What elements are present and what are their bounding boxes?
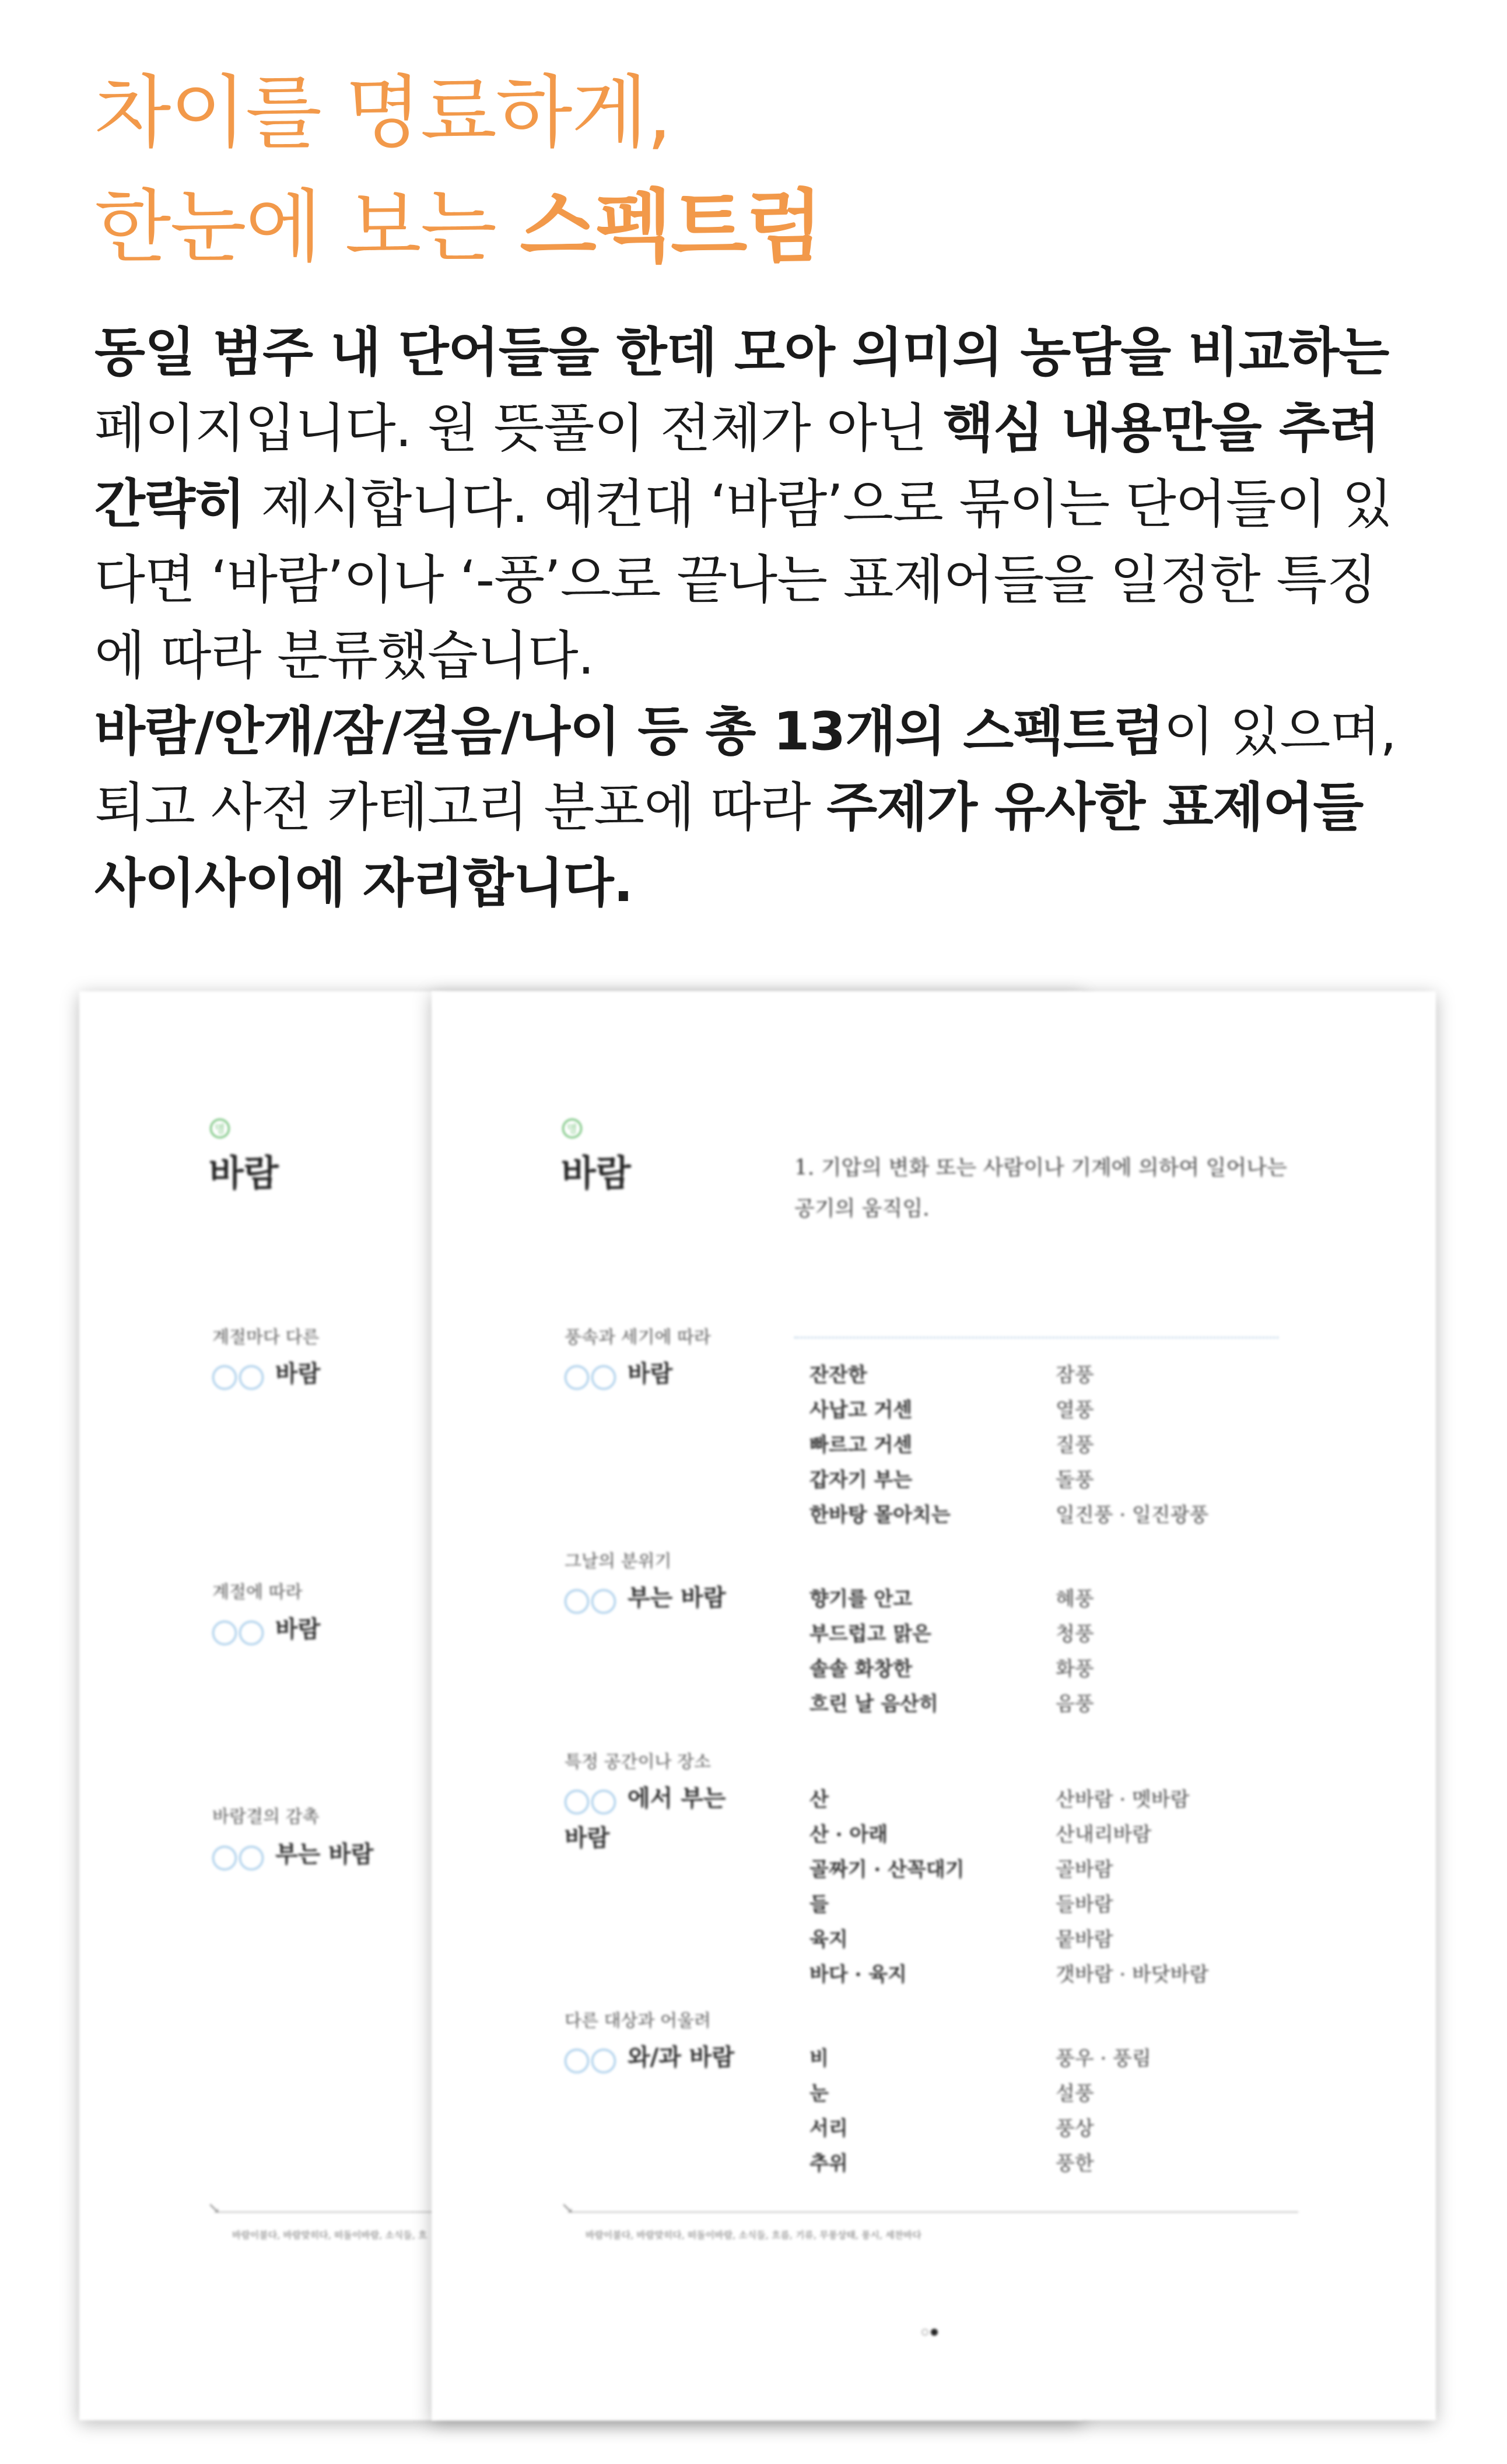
section-divider: [794, 1337, 1278, 1338]
front-page-preview: [432, 991, 1436, 2420]
section-label: 특정 공간이나 장소: [565, 1752, 711, 1772]
row-word: 뭍바람: [1056, 1928, 1113, 1951]
row-word: 질풍: [1056, 1433, 1094, 1457]
row-descriptor: 빠르고 거센: [809, 1433, 913, 1457]
row-descriptor: 잔잔한: [809, 1364, 867, 1387]
section-label: 다른 대상과 어울려: [565, 2011, 711, 2031]
section-pattern: 에서 부는: [565, 1780, 726, 1814]
noun-tag-icon: 명: [210, 1119, 230, 1138]
row-descriptor: 흐린 날 음산히: [809, 1692, 938, 1716]
section-pattern: 바람: [565, 1355, 672, 1390]
page-dot-active: [931, 2329, 938, 2336]
row-word: 골바람: [1056, 1858, 1113, 1881]
row-descriptor: 솔솔 화창한: [809, 1657, 913, 1681]
row-descriptor: 산: [809, 1788, 829, 1811]
section-pattern: 부는 바람: [565, 1579, 726, 1614]
blank-circles-icon: [565, 2045, 618, 2073]
definition: 1. 기압의 변화 또는 사람이나 기계에 의하여 일어나는 공기의 움직임.: [794, 1156, 1287, 1221]
page-indicator: [920, 2327, 939, 2338]
entry-title: 바람: [209, 1152, 279, 1194]
noun-tag-icon: 명: [562, 1119, 582, 1138]
blank-circles-icon: [565, 1362, 618, 1390]
row-descriptor: 추위: [809, 2152, 848, 2175]
headline: [94, 56, 822, 285]
footer-related-words: 바람이불다, 바람맞히다, 떠돌이바람, 소식들, 흐름, 기류, 무풍상태, 풍시, 세찬바다: [586, 2230, 921, 2241]
row-word: 설풍: [1056, 2082, 1094, 2105]
row-descriptor: 향기를 안고: [809, 1587, 913, 1611]
page-dot-inactive: [921, 2329, 928, 2336]
intro-text-3: 이 있으며, 퇴고 사전 카테고리 분포에 따라: [94, 701, 1397, 838]
headline-line-2: [94, 170, 822, 285]
intro-bold-3: 바람/안개/잠/걸음/나이 등 총 13개의 스펙트럼: [94, 701, 1164, 762]
row-word: 청풍: [1056, 1622, 1094, 1646]
intro-bold-1: 동일 범주 내 단어들을 한데 모아 의미의 농담을 비교하는: [94, 322, 1389, 383]
footer-divider: [572, 2211, 1298, 2213]
intro-paragraph: [94, 315, 1424, 921]
category-label: 계절마다 다른: [212, 1327, 320, 1348]
row-word: 화풍: [1056, 1657, 1094, 1681]
row-descriptor: 갑자기 부는: [809, 1468, 913, 1492]
row-word: 잠풍: [1056, 1364, 1094, 1387]
category-pattern: 부는 바람: [212, 1836, 374, 1870]
headline-line-2-plain: 한눈에 보는: [94, 181, 520, 274]
row-descriptor: 바다 · 육지: [809, 1963, 907, 1986]
row-descriptor: 들: [809, 1893, 829, 1916]
row-word: 열풍: [1056, 1399, 1094, 1422]
intro-block-2: [94, 694, 1424, 921]
blank-circles-icon: [212, 1362, 266, 1390]
footer-related-words: 바람이불다, 바람맞히다, 떠돌이바람, 소식들, 흐: [232, 2230, 427, 2241]
section-pattern-line-2: 바람: [565, 1824, 610, 1852]
blank-circles-icon: [212, 1617, 266, 1645]
row-word: 풍우 · 풍림: [1056, 2047, 1151, 2070]
row-descriptor: 비: [809, 2047, 829, 2070]
section-label: 풍속과 세기에 따라: [565, 1327, 711, 1348]
intro-text-2: 제시합니다. 예컨대 ‘바람’으로 묶이는 단어들이 있다면 ‘바람’이나 ‘-풍’으로 끝나는 표제어들을 일정한 특징에 따라 분류했습니다.: [94, 474, 1393, 686]
blank-circles-icon: [212, 1842, 266, 1870]
category-label: 바람결의 감촉: [212, 1807, 320, 1827]
intro-bold-4: 주제가 유사한 표제어들 사이사이에 자리합니다.: [94, 777, 1364, 914]
footer-mark-icon: ↘: [208, 2200, 220, 2217]
entry-title: 바람: [561, 1152, 631, 1194]
row-word: 일진풍 · 일진광풍: [1056, 1503, 1209, 1527]
row-descriptor: 사납고 거센: [809, 1399, 913, 1422]
row-word: 음풍: [1056, 1692, 1094, 1716]
category-pattern: 바람: [212, 1355, 320, 1390]
headline-highlight: 스펙트럼: [520, 181, 822, 274]
footer-mark-icon: ↘: [561, 2200, 574, 2217]
row-word: 돌풍: [1056, 1468, 1094, 1492]
row-word: 갯바람 · 바닷바람: [1056, 1963, 1209, 1986]
blank-circles-icon: [565, 1586, 618, 1614]
row-word: 산바람 · 멧바람: [1056, 1788, 1190, 1811]
category-pattern: 바람: [212, 1611, 320, 1645]
row-word: 들바람: [1056, 1893, 1113, 1916]
section-pattern: 와/과 바람: [565, 2039, 734, 2073]
intro-block-1: [94, 315, 1424, 694]
blank-circles-icon: [565, 1786, 618, 1814]
row-descriptor: 눈: [809, 2082, 829, 2105]
row-word: 풍상: [1056, 2117, 1094, 2140]
row-descriptor: 육지: [809, 1928, 848, 1951]
row-word: 혜풍: [1056, 1587, 1094, 1611]
category-label: 계절에 따라: [212, 1582, 303, 1603]
row-descriptor: 부드럽고 맑은: [809, 1622, 931, 1646]
row-descriptor: 한바탕 몰아치는: [809, 1503, 951, 1527]
intro-text-1: 페이지입니다. 원 뜻풀이 전체가 아닌: [94, 398, 943, 459]
row-descriptor: 서리: [809, 2117, 848, 2140]
row-word: 풍한: [1056, 2152, 1094, 2175]
row-word: 산내리바람: [1056, 1823, 1152, 1846]
section-label: 그날의 분위기: [565, 1551, 672, 1572]
intro-bold-2: 핵심 내용만을 추려 간략히: [94, 398, 1379, 535]
headline-line-1: 차이를 명료하게,: [94, 67, 671, 159]
row-descriptor: 산 · 아래: [809, 1823, 888, 1846]
row-descriptor: 골짜기 · 산꼭대기: [809, 1858, 965, 1881]
